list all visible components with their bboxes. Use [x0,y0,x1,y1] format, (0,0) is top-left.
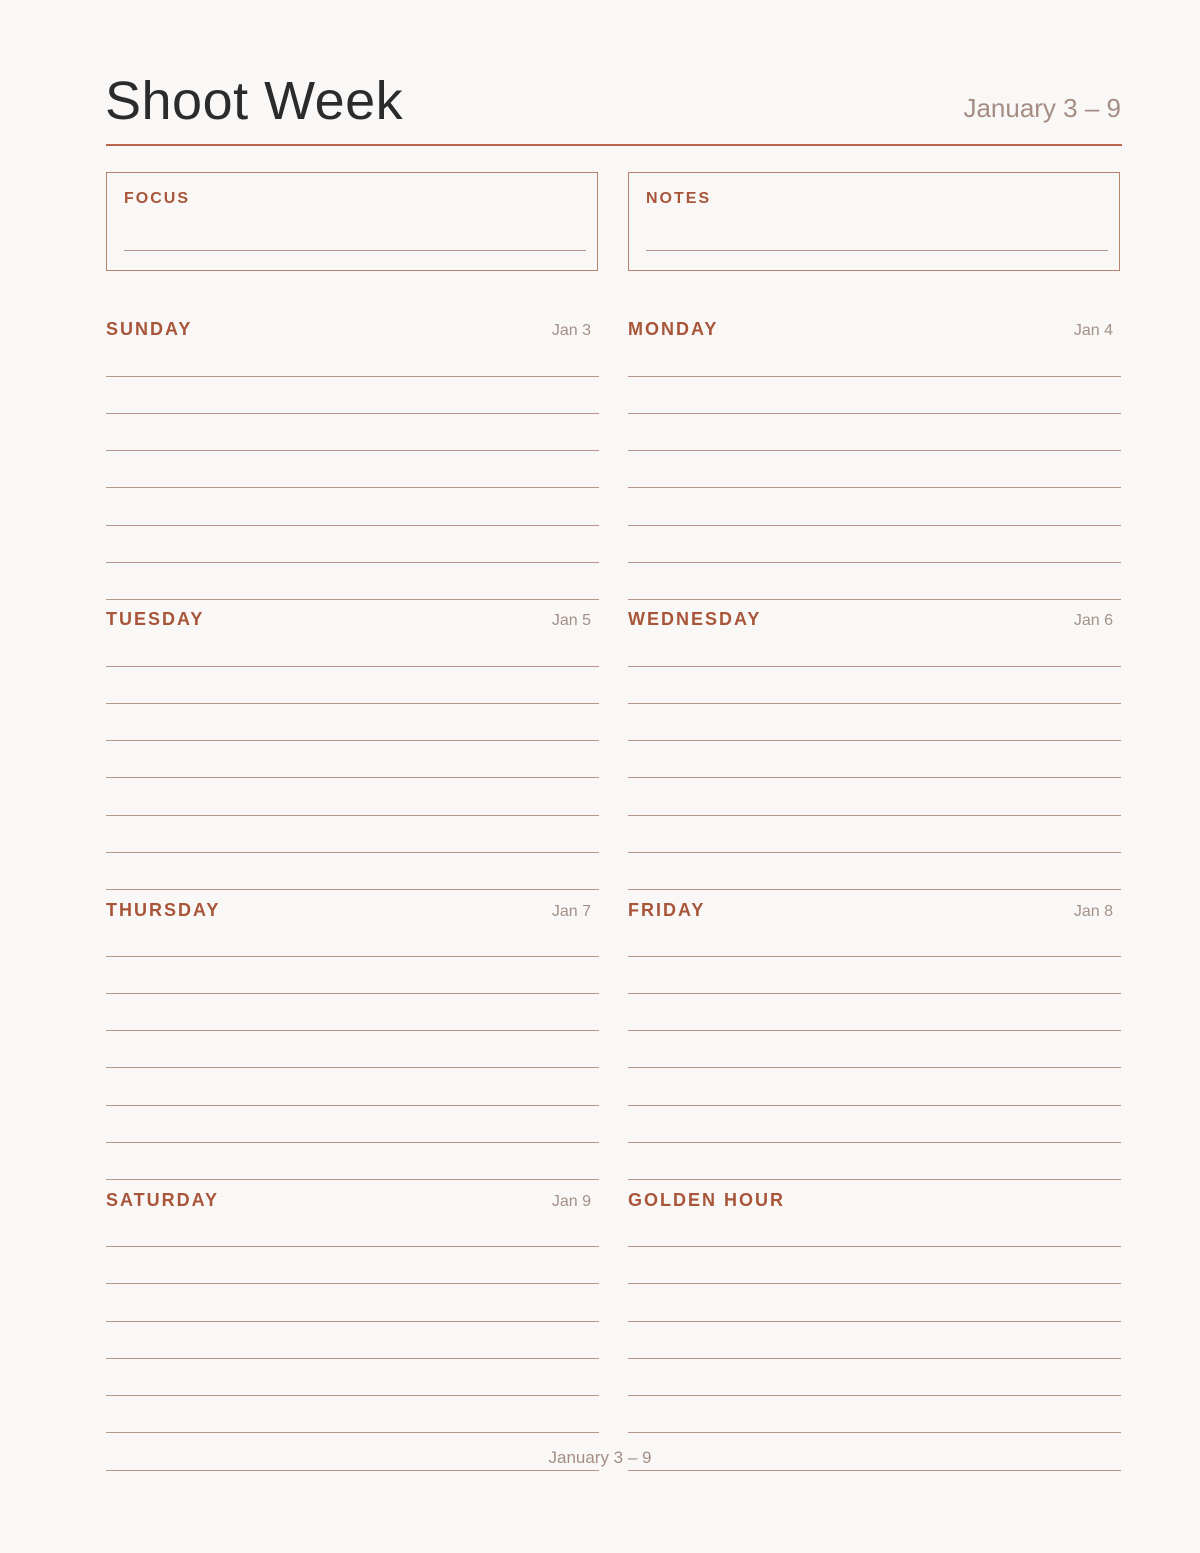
writing-line [628,1030,1121,1031]
day-name: FRIDAY [628,900,706,920]
day-block-monday[interactable] [628,305,1121,595]
day-name: MONDAY [628,319,719,339]
day-date: Jan 3 [551,322,591,339]
footer-date-text: January 3 – 9 [548,1448,652,1467]
day-block-saturday[interactable] [106,1176,599,1466]
footer-rule-left [106,1470,599,1471]
day-name: THURSDAY [106,900,221,920]
day-date: Jan 4 [1073,322,1113,339]
writing-line [106,852,599,853]
notes-writing-line [646,250,1108,251]
day-name: SUNDAY [106,319,193,339]
writing-line [628,450,1121,451]
writing-line [106,956,599,957]
writing-line [628,413,1121,414]
writing-line [106,562,599,563]
writing-line [628,666,1121,667]
writing-line [628,956,1121,957]
writing-line [106,1321,599,1322]
writing-line [106,666,599,667]
writing-line [106,487,599,488]
header-date-range: January 3 – 9 [963,93,1121,123]
writing-line [628,1432,1121,1433]
day-name: TUESDAY [106,609,205,629]
day-date: Jan 9 [551,1193,591,1210]
writing-line [106,376,599,377]
day-name: SATURDAY [106,1190,220,1210]
writing-line [106,1105,599,1106]
day-block-sunday[interactable] [106,305,599,595]
writing-line [628,740,1121,741]
writing-line [106,1246,599,1247]
writing-line [628,1246,1121,1247]
writing-line [628,993,1121,994]
writing-line [628,376,1121,377]
writing-line [106,1358,599,1359]
day-block-friday[interactable] [628,886,1121,1176]
focus-box[interactable] [106,172,598,271]
notes-label: NOTES [646,190,712,207]
writing-line [628,562,1121,563]
day-block-thursday[interactable] [106,886,599,1176]
writing-line [106,413,599,414]
writing-line [106,1395,599,1396]
day-date: Jan 7 [551,903,591,920]
day-block-tuesday[interactable] [106,595,599,885]
footer-date-range [0,1448,1200,1468]
writing-line [106,740,599,741]
day-name: GOLDEN HOUR [628,1190,785,1210]
day-date: Jan 8 [1073,903,1113,920]
footer-rule-right [628,1470,1121,1471]
writing-line [628,1283,1121,1284]
writing-line [628,1105,1121,1106]
writing-line [628,1067,1121,1068]
day-date: Jan 6 [1073,612,1113,629]
writing-line [628,525,1121,526]
title-divider [106,144,1122,146]
focus-label: FOCUS [124,190,190,207]
writing-line [628,852,1121,853]
page-title: Shoot Week [105,71,404,131]
writing-line [106,815,599,816]
writing-line [106,703,599,704]
day-name: WEDNESDAY [628,609,762,629]
writing-line [106,525,599,526]
writing-line [106,1067,599,1068]
writing-line [628,1321,1121,1322]
writing-line [628,703,1121,704]
focus-writing-line [124,250,586,251]
writing-line [628,487,1121,488]
writing-line [628,1358,1121,1359]
writing-line [106,1030,599,1031]
writing-line [628,1395,1121,1396]
writing-line [628,777,1121,778]
notes-box[interactable] [628,172,1120,271]
writing-line [106,777,599,778]
writing-line [628,815,1121,816]
writing-line [106,1432,599,1433]
day-block-wednesday[interactable] [628,595,1121,885]
writing-line [106,993,599,994]
writing-line [628,1142,1121,1143]
writing-line [106,450,599,451]
day-block-golden-hour[interactable] [628,1176,1121,1466]
writing-line [106,1142,599,1143]
writing-line [106,1283,599,1284]
day-date: Jan 5 [551,612,591,629]
